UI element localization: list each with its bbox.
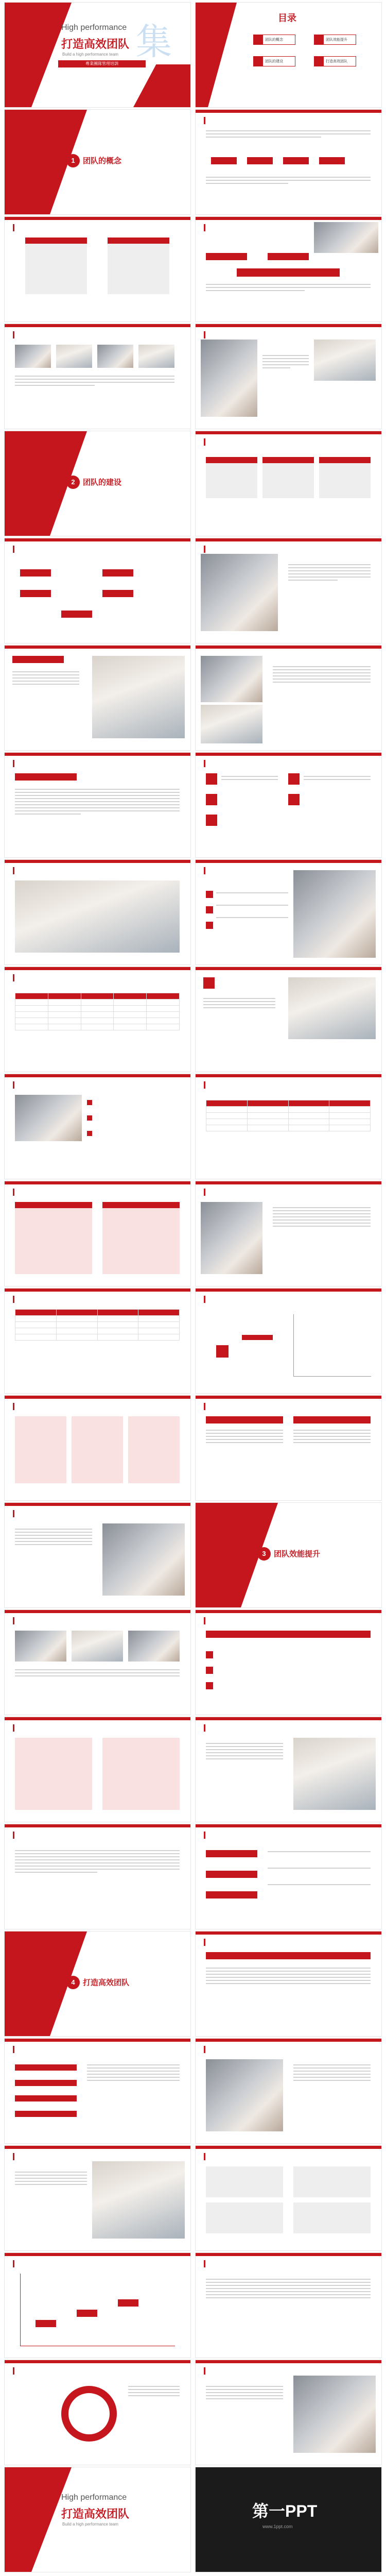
content-slide[interactable]: [5, 753, 190, 857]
closing-title-en: High performance: [61, 2493, 127, 2502]
photo: [201, 656, 262, 702]
photo: [201, 340, 257, 417]
panel: [206, 2166, 283, 2197]
panel-header: [25, 238, 87, 244]
content-slide[interactable]: [5, 1717, 190, 1822]
photo: [56, 345, 92, 368]
slide-heading: [13, 331, 19, 338]
slide-top-bar: [196, 753, 381, 756]
slide-top-bar: [5, 2146, 190, 2149]
content-slide[interactable]: [196, 1824, 381, 1929]
content-slide[interactable]: [196, 431, 381, 536]
content-slide[interactable]: [196, 538, 381, 643]
slide-heading: [204, 2153, 209, 2160]
brand-logo: 第一PPT: [252, 2502, 318, 2520]
section-number: 3: [257, 1547, 271, 1561]
red-label: [206, 1891, 257, 1899]
toc-item-2[interactable]: 团队效能提升: [314, 35, 356, 45]
photo: [201, 705, 262, 743]
slide-heading: [13, 2367, 19, 2375]
slide-heading: [204, 117, 209, 124]
content-slide[interactable]: [5, 538, 190, 643]
slide-top-bar: [196, 1824, 381, 1827]
slide-heading: [204, 331, 209, 338]
photo: [15, 1631, 66, 1662]
panel-header: [15, 1202, 92, 1208]
slide-top-bar: [196, 1931, 381, 1935]
panel-header: [108, 238, 169, 244]
red-banner: [237, 268, 340, 277]
slide-top-bar: [5, 860, 190, 863]
panel-header: [206, 457, 257, 463]
photo: [314, 222, 378, 253]
text-lines: [87, 2064, 180, 2083]
photo: [92, 656, 185, 738]
slide-top-bar: [5, 217, 190, 220]
photo: [201, 554, 278, 631]
content-slide[interactable]: [196, 646, 381, 750]
red-label: [15, 2111, 77, 2117]
bullet: [87, 1100, 92, 1105]
figure-tile: [216, 1345, 229, 1358]
toc-item-3[interactable]: 团队的建设: [253, 56, 295, 66]
slide-top-bar: [5, 1824, 190, 1827]
content-slide[interactable]: [5, 1074, 190, 1179]
content-slide[interactable]: [196, 1396, 381, 1500]
red-label: [61, 611, 92, 618]
slide-top-bar: [196, 1610, 381, 1613]
slide-heading: [13, 1832, 19, 1839]
red-label: [15, 773, 77, 781]
content-slide[interactable]: [5, 2146, 190, 2250]
slide-top-bar: [196, 2253, 381, 2256]
red-label: [242, 1335, 273, 1340]
text-lines: [206, 130, 371, 140]
panel: [319, 457, 371, 498]
slide-heading: [204, 1296, 209, 1303]
slide-heading: [13, 760, 19, 767]
bullet: [206, 1682, 213, 1689]
stage-box: [77, 2310, 97, 2317]
letter-tile: [206, 815, 217, 826]
text-lines: [206, 1968, 371, 1986]
text-lines: [206, 1430, 283, 1445]
text-lines: [268, 1851, 371, 1887]
text-lines: [216, 892, 288, 920]
text-lines: [293, 1430, 371, 1445]
letter-tile: [206, 773, 217, 785]
red-label: [15, 2095, 77, 2102]
red-label: [211, 157, 237, 164]
slide-top-bar: [5, 538, 190, 541]
text-lines: [293, 2064, 371, 2083]
slide-heading: [13, 867, 19, 874]
red-label: [206, 253, 247, 260]
slide-top-bar: [5, 1503, 190, 1506]
panel-header: [102, 1202, 180, 1208]
slide-top-bar: [5, 2360, 190, 2363]
red-label: [268, 253, 309, 260]
content-slide[interactable]: [5, 217, 190, 321]
slide-heading: [13, 1617, 19, 1624]
content-slide[interactable]: [5, 1503, 190, 1607]
section-title: 团队的概念: [83, 157, 122, 165]
content-slide[interactable]: [196, 1610, 381, 1715]
slide-heading: [13, 2260, 19, 2267]
text-lines: [128, 2386, 180, 2398]
photo: [15, 345, 51, 368]
photo: [92, 2161, 185, 2239]
photo: [293, 2376, 376, 2453]
slide-heading: [204, 867, 209, 874]
text-lines: [206, 284, 371, 293]
section-number: 1: [66, 154, 80, 167]
panel: [206, 457, 257, 498]
text-lines: [206, 177, 371, 186]
slide-heading: [13, 1081, 19, 1089]
chart-axes: [20, 2274, 175, 2346]
content-slide[interactable]: [5, 1396, 190, 1500]
slide-heading: [13, 2153, 19, 2160]
brand-slide[interactable]: [196, 2467, 381, 2572]
text-lines: [206, 1743, 283, 1761]
panel: [25, 238, 87, 294]
slide-heading: [204, 438, 209, 446]
slide-top-bar: [196, 860, 381, 863]
panel: [15, 1738, 92, 1810]
panel: [15, 1416, 66, 1483]
table-slide[interactable]: [196, 1074, 381, 1179]
section-title: 打造高效团队: [83, 1978, 130, 1987]
red-label: [15, 2064, 77, 2071]
section-2-slide[interactable]: [5, 431, 190, 536]
red-label: [206, 1416, 283, 1423]
red-label: [283, 157, 309, 164]
red-label: [12, 656, 64, 663]
closing-title-cn: 打造高效团队: [61, 2507, 130, 2520]
slide-top-bar: [5, 1717, 190, 1720]
content-slide[interactable]: [5, 1610, 190, 1715]
photo: [97, 345, 133, 368]
brand-url[interactable]: www.1ppt.com: [262, 2524, 293, 2529]
letter-tile: [288, 773, 300, 785]
slide-top-bar: [196, 2039, 381, 2042]
slide-top-bar: [5, 753, 190, 756]
slide-top-bar: [196, 646, 381, 649]
photo: [72, 1631, 123, 1662]
photo: [102, 1523, 185, 1596]
slide-top-bar: [196, 2146, 381, 2149]
red-label: [206, 1850, 257, 1857]
content-slide[interactable]: [196, 217, 381, 321]
slide-heading: [204, 760, 209, 767]
slide-heading: [13, 1403, 19, 1410]
cover-subtitle: Build a high performance team: [62, 52, 118, 57]
text-lines: [203, 998, 275, 1010]
slide-heading: [13, 224, 19, 231]
slide-heading: [204, 2046, 209, 2053]
slide-top-bar: [196, 1181, 381, 1184]
section-number: 2: [66, 476, 80, 489]
slide-top-bar: [196, 324, 381, 327]
slide-heading: [204, 2260, 209, 2267]
slide-top-bar: [196, 1289, 381, 1292]
toc-title: 目录: [278, 13, 296, 23]
toc-item-1[interactable]: 团队的概念: [253, 35, 295, 45]
content-slide[interactable]: [5, 646, 190, 750]
panel-header: [319, 457, 371, 463]
toc-slide[interactable]: [196, 3, 381, 107]
text-lines: [206, 2279, 371, 2300]
content-slide[interactable]: [196, 2360, 381, 2465]
slide-heading: [204, 1939, 209, 1946]
slide-heading: [13, 1189, 19, 1196]
photo: [201, 1202, 262, 1274]
photo: [293, 870, 376, 958]
data-table: [206, 1100, 371, 1131]
photo: [288, 977, 376, 1039]
red-label: [319, 157, 345, 164]
data-table: [15, 1309, 180, 1341]
red-label: [15, 2080, 77, 2086]
slide-top-bar: [5, 324, 190, 327]
text-lines: [15, 1850, 180, 1875]
red-banner: [206, 1952, 371, 1959]
content-slide[interactable]: [196, 1717, 381, 1822]
stage-box: [118, 2299, 138, 2307]
data-table: [15, 993, 180, 1030]
slide-heading: [204, 224, 209, 231]
cover-red-corner: [133, 64, 190, 107]
slide-heading: [204, 1189, 209, 1196]
content-slide[interactable]: [196, 1181, 381, 1286]
slide-heading: [204, 1832, 209, 1839]
panel: [293, 2166, 371, 2197]
content-slide[interactable]: [196, 860, 381, 964]
content-slide[interactable]: [196, 2146, 381, 2250]
photo: [293, 1738, 376, 1810]
text-lines: [15, 376, 174, 388]
letter-tile: [288, 794, 300, 805]
slide-heading: [204, 546, 209, 553]
panel: [15, 1202, 92, 1274]
slide-heading: [13, 1296, 19, 1303]
panel: [128, 1416, 180, 1483]
slide-top-bar: [196, 538, 381, 541]
content-slide[interactable]: [5, 860, 190, 964]
number-tile: [203, 977, 215, 989]
content-slide[interactable]: [196, 1931, 381, 2036]
slide-top-bar: [5, 1396, 190, 1399]
red-label: [20, 590, 51, 597]
panel: [262, 457, 314, 498]
table-slide[interactable]: [5, 967, 190, 1072]
section-title: 团队的建设: [83, 478, 122, 487]
slide-heading: [204, 1403, 209, 1410]
slide-heading: [204, 1081, 209, 1089]
slide-heading: [13, 1510, 19, 1517]
slide-top-bar: [5, 1074, 190, 1077]
photo: [128, 1631, 180, 1662]
cover-watermark: 集: [136, 22, 172, 62]
section-number: 4: [66, 1976, 80, 1989]
table-slide[interactable]: [5, 1289, 190, 1393]
cycle-ring: [61, 2386, 117, 2442]
slide-top-bar: [196, 217, 381, 220]
red-banner: [206, 1631, 371, 1638]
photo: [206, 2059, 283, 2131]
text-lines: [273, 666, 371, 685]
text-lines: [15, 1669, 180, 1679]
section-3-slide[interactable]: [196, 1503, 381, 1607]
slide-heading: [13, 1724, 19, 1732]
slide-top-bar: [196, 1717, 381, 1720]
diagram-slide[interactable]: [5, 2253, 190, 2358]
slide-heading: [204, 1724, 209, 1732]
bullet: [87, 1131, 92, 1136]
cover-red-shape: [5, 3, 72, 107]
closing-subtitle: Build a high performance team: [62, 2522, 118, 2527]
slide-top-bar: [196, 1396, 381, 1399]
photo: [138, 345, 174, 368]
bullet: [206, 906, 213, 913]
red-label: [102, 569, 133, 577]
content-slide[interactable]: [5, 1181, 190, 1286]
slide-top-bar: [5, 646, 190, 649]
content-slide[interactable]: [196, 2039, 381, 2143]
section-4-slide[interactable]: [5, 1931, 190, 2036]
bullet: [206, 1651, 213, 1658]
text-lines: [15, 2172, 87, 2187]
text-lines: [288, 564, 371, 583]
text-lines: [262, 355, 309, 370]
slide-heading: [204, 1617, 209, 1624]
text-lines: [12, 671, 79, 687]
bullet: [206, 891, 213, 898]
content-slide[interactable]: [5, 2039, 190, 2143]
panel: [293, 2202, 371, 2233]
slide-heading: [204, 2367, 209, 2375]
content-slide[interactable]: [196, 2253, 381, 2358]
photo: [314, 340, 376, 381]
slide-top-bar: [5, 967, 190, 970]
content-slide[interactable]: [5, 324, 190, 429]
section-title: 团队效能提升: [274, 1550, 321, 1558]
text-lines: [273, 1207, 371, 1229]
text-lines: [15, 1529, 92, 1547]
slide-top-bar: [196, 967, 381, 970]
section-1-slide[interactable]: [5, 110, 190, 214]
toc-red-shape: [196, 3, 237, 107]
slide-top-bar: [5, 1181, 190, 1184]
red-label: [293, 1416, 371, 1423]
diagram-slide[interactable]: [196, 1289, 381, 1393]
panel: [102, 1202, 180, 1274]
closing-slide[interactable]: [5, 2467, 190, 2572]
panel-header: [262, 457, 314, 463]
content-slide[interactable]: [5, 1824, 190, 1929]
text-lines: [15, 789, 180, 817]
chart-axes: [293, 1314, 371, 1377]
toc-item-4[interactable]: 打造高效团队: [314, 56, 356, 66]
slide-top-bar: [5, 2039, 190, 2042]
diagram-slide[interactable]: [5, 2360, 190, 2465]
bullet: [206, 1667, 213, 1674]
photo: [15, 1095, 82, 1141]
content-slide[interactable]: [196, 753, 381, 857]
text-lines: [221, 776, 278, 782]
slide-top-bar: [5, 1610, 190, 1613]
slide-top-bar: [196, 1074, 381, 1077]
panel: [102, 1738, 180, 1810]
slide-top-bar: [196, 431, 381, 434]
red-label: [102, 590, 133, 597]
text-lines: [206, 2386, 283, 2401]
bullet: [87, 1115, 92, 1121]
red-label: [20, 569, 51, 577]
slide-top-bar: [5, 1289, 190, 1292]
text-lines: [304, 776, 371, 782]
slide-top-bar: [196, 110, 381, 113]
content-slide[interactable]: [196, 324, 381, 429]
content-slide[interactable]: [196, 967, 381, 1072]
content-slide[interactable]: [196, 110, 381, 214]
red-label: [247, 157, 273, 164]
slide-heading: [13, 546, 19, 553]
cover-slide[interactable]: [5, 3, 190, 107]
bullet: [206, 922, 213, 929]
panel: [72, 1416, 123, 1483]
cover-title-en: High performance: [61, 23, 127, 32]
stage-box: [36, 2320, 56, 2327]
slide-top-bar: [5, 2253, 190, 2256]
slide-top-bar: [196, 2360, 381, 2363]
red-label: [206, 1871, 257, 1878]
panel: [206, 2202, 283, 2233]
slide-heading: [13, 2046, 19, 2053]
letter-tile: [206, 794, 217, 805]
photo: [15, 880, 180, 953]
cover-title-cn: 打造高效团队: [61, 38, 130, 50]
slide-heading: [13, 974, 19, 981]
cover-tagline: 專業團隊管理培訓: [58, 60, 146, 67]
panel: [108, 238, 169, 294]
